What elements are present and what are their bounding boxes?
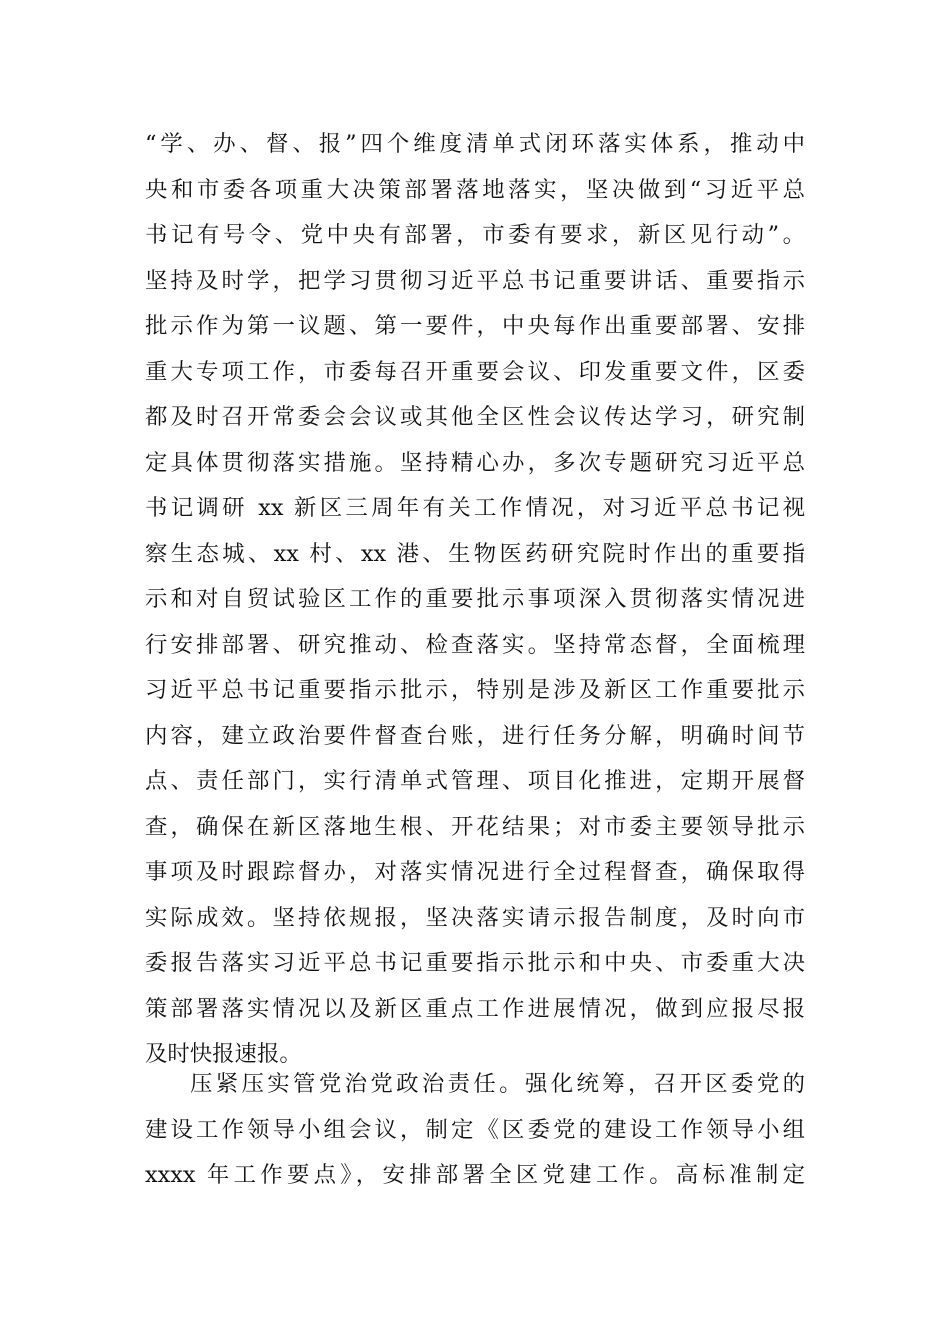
text-line: 建设工作领导小组会议，制定《区委党的建设工作领导小组 [145, 1116, 805, 1143]
text-line: 重大专项工作，市委每召开重要会议、印发重要文件，区委 [145, 358, 805, 385]
text-line: 委报告落实习近平总书记重要指示批示和中央、市委重大决 [145, 950, 805, 976]
text-line: 都及时召开常委会会议或其他全区性会议传达学习，研究制 [145, 404, 805, 430]
text-line: 事项及时跟踪督办，对落实情况进行全过程督查，确保取得 [145, 859, 805, 885]
text-line: 及时快报速报。 [145, 1041, 302, 1067]
text-line: 察生态城、xx 村、xx 港、生物医药研究院时作出的重要指 [145, 540, 805, 567]
text-line: 点、责任部门，实行清单式管理、项目化推进，定期开展督 [145, 768, 805, 794]
text-line: 查，确保在新区落地生根、开花结果；对市委主要领导批示 [145, 813, 805, 840]
text-line: 坚持及时学，把学习贯彻习近平总书记重要讲话、重要指示 [145, 267, 805, 294]
text-line: 习近平总书记重要指示批示，特别是涉及新区工作重要批示 [145, 677, 805, 703]
text-line: 实际成效。坚持依规报，坚决落实请示报告制度，及时向市 [145, 904, 805, 931]
text-line: 行安排部署、研究推动、检查落实。坚持常态督，全面梳理 [145, 631, 805, 658]
text-line: 央和市委各项重大决策部署落地落实，坚决做到“习近平总 [145, 176, 805, 203]
text-line: xxxx 年工作要点》，安排部署全区党建工作。高标准制定 [145, 1162, 805, 1188]
text-line: 书记调研 xx 新区三周年有关工作情况，对习近平总书记视 [145, 495, 805, 521]
text-line: 内容，建立政治要件督查台账，进行任务分解，明确时间节 [145, 722, 805, 749]
text-line: 定具体贯彻落实措施。坚持精心办，多次专题研究习近平总 [145, 449, 805, 476]
text-line: 示和对自贸试验区工作的重要批示事项深入贯彻落实情况进 [145, 586, 805, 612]
text-line: 策部署落实情况以及新区重点工作进展情况，做到应报尽报 [145, 995, 805, 1022]
text-line: “学、办、督、报”四个维度清单式闭环落实体系，推动中 [145, 131, 805, 157]
text-line: 书记有号令、党中央有部署，市委有要求，新区见行动”。 [145, 222, 805, 248]
paragraph-1 [145, 122, 805, 1078]
text-line: 批示作为第一议题、第一要件，中央每作出重要部署、安排 [145, 313, 805, 339]
paragraph-2 [145, 1062, 805, 1199]
text-line: 压紧压实管党治党政治责任。强化统筹，召开区委党的 [190, 1071, 805, 1097]
